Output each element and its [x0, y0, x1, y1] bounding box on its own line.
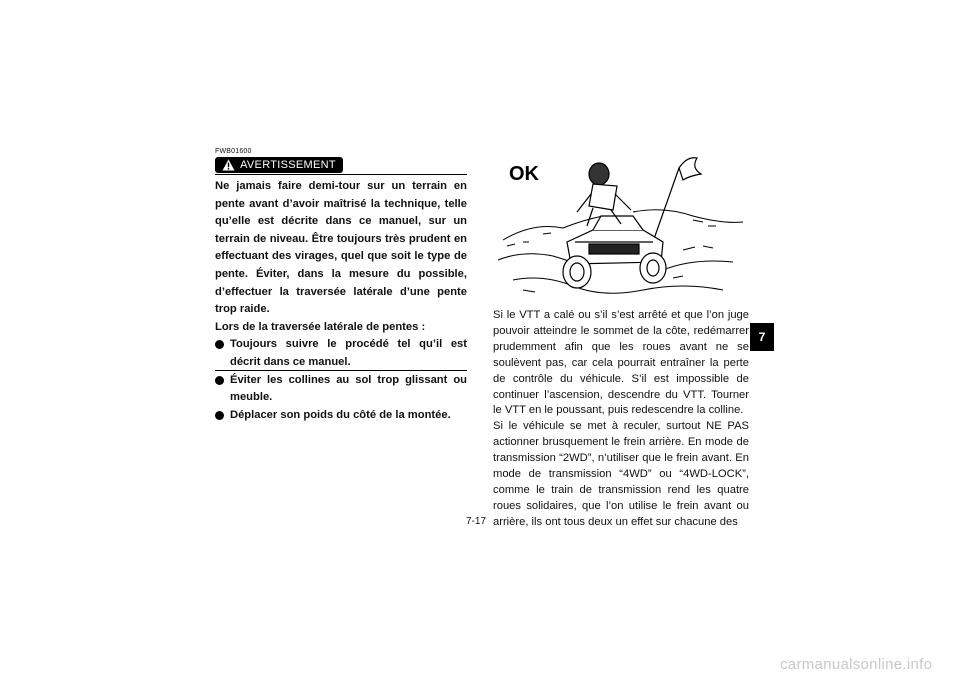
body-paragraph-2: Si le véhicule se met à reculer, surtout NE PAS actionner brusquement le frein arrière. En mode de transmission “2WD”, n’utiliser que le frein avant. En mode de transmission “4WD” ou “4WD-LOCK”, comme le train de transmission rend les quatre roues solidaires, que l’on utilise le frein avant ou arrière, ils ont tous deux un effet sur chacune des — [493, 420, 749, 528]
warning-code: FWB01600 — [215, 148, 252, 155]
body-paragraph-1: Si le VTT a calé ou s’il s’est arrêté et que l’on juge pouvoir atteindre le sommet de la côte, redémarrer prudemment afin que les roues avant ne se soulèvent pas, car cela pourrait entraîner la perte de contrôle du véhicule. S’il est impossible de continuer l’ascension, descendre du VTT. Tourner le VTT en le poussant, puis redescendre la colline. — [493, 309, 749, 417]
warning-label-box — [215, 157, 343, 173]
warning-bullet: Toujours suivre le procédé tel qu’il est décrit dans ce manuel. — [215, 336, 467, 371]
page-number: 7-17 — [466, 516, 487, 527]
warning-intro: Ne jamais faire demi-tour sur un terrain en pente avant d’avoir maîtrisé la technique, telle qu’elle est décrite dans ce manuel, sur un terrain de niveau. Être toujours très prudent en effectuant des virages, quel que soit le type de pente. Éviter, dans la mesure du possible, d’effectuer la traversée latérale d’une pente trop raide. — [215, 180, 467, 316]
body-text — [493, 308, 749, 531]
warning-bullet: Déplacer son poids du côté de la montée. — [215, 407, 467, 425]
atv-on-hill-drawing — [493, 150, 749, 302]
warning-rule-top — [215, 174, 467, 175]
warning-subheading: Lors de la traversée latérale de pentes : — [215, 320, 426, 333]
atv-illustration — [493, 150, 749, 302]
warning-bullet-list — [215, 336, 467, 424]
warning-triangle-icon — [222, 159, 235, 171]
ok-label: OK — [509, 163, 539, 185]
warning-text — [215, 178, 467, 424]
bullet-dot-icon — [215, 340, 224, 349]
chapter-tab: 7 — [750, 323, 774, 351]
bullet-dot-icon — [215, 376, 224, 385]
warning-rule-bottom — [215, 370, 467, 371]
warning-label: AVERTISSEMENT — [240, 159, 336, 171]
warning-bullet: Éviter les collines au sol trop glissant ou meuble. — [215, 372, 467, 407]
watermark: carmanualsonline.info — [780, 656, 933, 673]
bullet-dot-icon — [215, 411, 224, 420]
